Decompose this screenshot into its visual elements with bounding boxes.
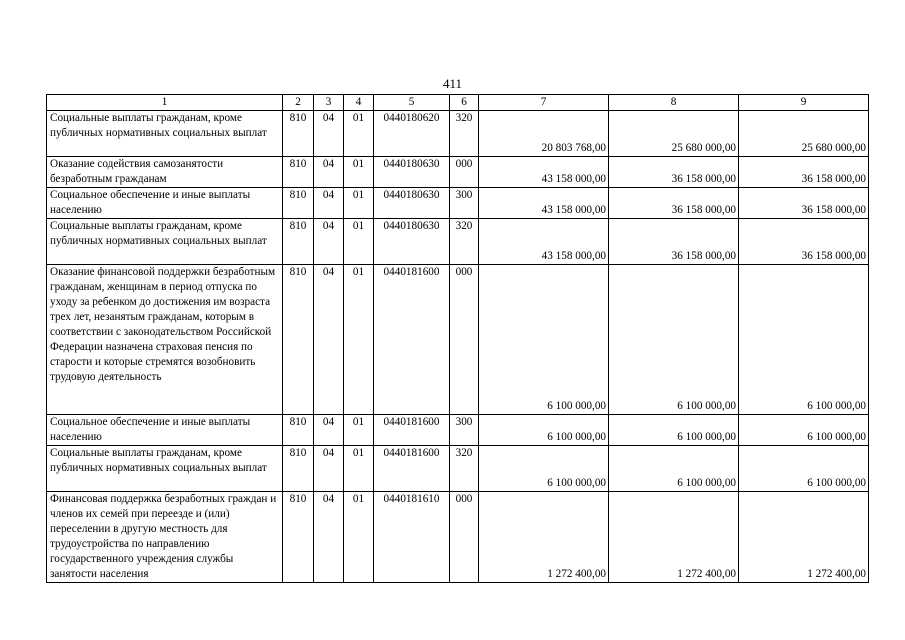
row-code: 0440180630 [374, 188, 450, 219]
row-code: 810 [283, 188, 314, 219]
row-code: 810 [283, 265, 314, 415]
row-code: 000 [450, 492, 479, 583]
row-name: Социальные выплаты гражданам, кроме публичных нормативных социальных выплат [47, 446, 283, 492]
row-amount: 36 158 000,00 [609, 219, 739, 265]
row-code: 01 [344, 111, 374, 157]
row-name: Социальное обеспечение и иные выплаты населению [47, 188, 283, 219]
row-code: 0440181610 [374, 492, 450, 583]
column-header: 2 [283, 95, 314, 111]
row-code: 04 [314, 492, 344, 583]
row-amount: 25 680 000,00 [739, 111, 869, 157]
row-amount: 1 272 400,00 [479, 492, 609, 583]
row-amount: 6 100 000,00 [479, 265, 609, 415]
column-header: 4 [344, 95, 374, 111]
row-amount: 43 158 000,00 [479, 219, 609, 265]
row-code: 04 [314, 188, 344, 219]
row-code: 01 [344, 415, 374, 446]
row-code: 01 [344, 492, 374, 583]
row-amount: 6 100 000,00 [479, 415, 609, 446]
table-row [47, 265, 869, 415]
row-code: 04 [314, 219, 344, 265]
row-amount: 6 100 000,00 [609, 446, 739, 492]
column-header: 5 [374, 95, 450, 111]
column-header: 3 [314, 95, 344, 111]
row-amount: 6 100 000,00 [479, 446, 609, 492]
row-amount: 43 158 000,00 [479, 157, 609, 188]
column-header: 9 [739, 95, 869, 111]
row-code: 320 [450, 219, 479, 265]
row-code: 0440180630 [374, 157, 450, 188]
row-name: Финансовая поддержка безработных граждан и членов их семей при переезде и (или) переселении в другую местность для трудоустройства по направлению государственного учреждения службы занятости населения [47, 492, 283, 583]
budget-table [46, 94, 869, 583]
row-code: 810 [283, 157, 314, 188]
row-amount: 6 100 000,00 [739, 446, 869, 492]
row-code: 04 [314, 415, 344, 446]
column-header: 8 [609, 95, 739, 111]
row-amount: 36 158 000,00 [739, 219, 869, 265]
row-code: 000 [450, 157, 479, 188]
table-row [47, 188, 869, 219]
table-row [47, 157, 869, 188]
row-code: 810 [283, 111, 314, 157]
row-code: 0440180630 [374, 219, 450, 265]
row-amount: 36 158 000,00 [609, 157, 739, 188]
row-amount: 36 158 000,00 [739, 188, 869, 219]
row-name: Социальные выплаты гражданам, кроме публичных нормативных социальных выплат [47, 219, 283, 265]
table-row [47, 415, 869, 446]
column-header: 6 [450, 95, 479, 111]
row-amount: 20 803 768,00 [479, 111, 609, 157]
row-code: 0440181600 [374, 446, 450, 492]
row-code: 04 [314, 265, 344, 415]
row-code: 01 [344, 446, 374, 492]
row-code: 04 [314, 111, 344, 157]
row-amount: 6 100 000,00 [609, 415, 739, 446]
table-row [47, 219, 869, 265]
row-amount: 6 100 000,00 [739, 415, 869, 446]
row-code: 810 [283, 492, 314, 583]
row-amount: 43 158 000,00 [479, 188, 609, 219]
row-code: 0440180620 [374, 111, 450, 157]
row-code: 01 [344, 188, 374, 219]
row-code: 04 [314, 446, 344, 492]
table-row [47, 446, 869, 492]
column-header: 1 [47, 95, 283, 111]
row-code: 01 [344, 219, 374, 265]
row-code: 0440181600 [374, 415, 450, 446]
page-number: 411 [442, 76, 463, 91]
row-name: Социальное обеспечение и иные выплаты населению [47, 415, 283, 446]
row-code: 01 [344, 265, 374, 415]
table-row [47, 492, 869, 583]
table-row [47, 111, 869, 157]
row-amount: 25 680 000,00 [609, 111, 739, 157]
row-code: 300 [450, 415, 479, 446]
row-code: 320 [450, 111, 479, 157]
row-code: 810 [283, 219, 314, 265]
row-code: 810 [283, 446, 314, 492]
row-amount: 36 158 000,00 [739, 157, 869, 188]
row-name: Оказание финансовой поддержки безработным гражданам, женщинам в период отпуска по уходу за ребенком до достижения им возраста трех лет, незанятым гражданам, которым в соответствии с законодательством Российской Федерации назначена страховая пенсия по старости и которые стремятся возобновить трудовую деятельность [47, 265, 283, 415]
row-code: 000 [450, 265, 479, 415]
row-code: 01 [344, 157, 374, 188]
row-amount: 6 100 000,00 [739, 265, 869, 415]
column-header-row [47, 95, 869, 111]
row-amount: 1 272 400,00 [739, 492, 869, 583]
row-code: 0440181600 [374, 265, 450, 415]
row-amount: 6 100 000,00 [609, 265, 739, 415]
row-name: Оказание содействия самозанятости безработным гражданам [47, 157, 283, 188]
row-name: Социальные выплаты гражданам, кроме публичных нормативных социальных выплат [47, 111, 283, 157]
row-code: 04 [314, 157, 344, 188]
row-code: 320 [450, 446, 479, 492]
row-code: 300 [450, 188, 479, 219]
column-header: 7 [479, 95, 609, 111]
row-code: 810 [283, 415, 314, 446]
row-amount: 36 158 000,00 [609, 188, 739, 219]
row-amount: 1 272 400,00 [609, 492, 739, 583]
